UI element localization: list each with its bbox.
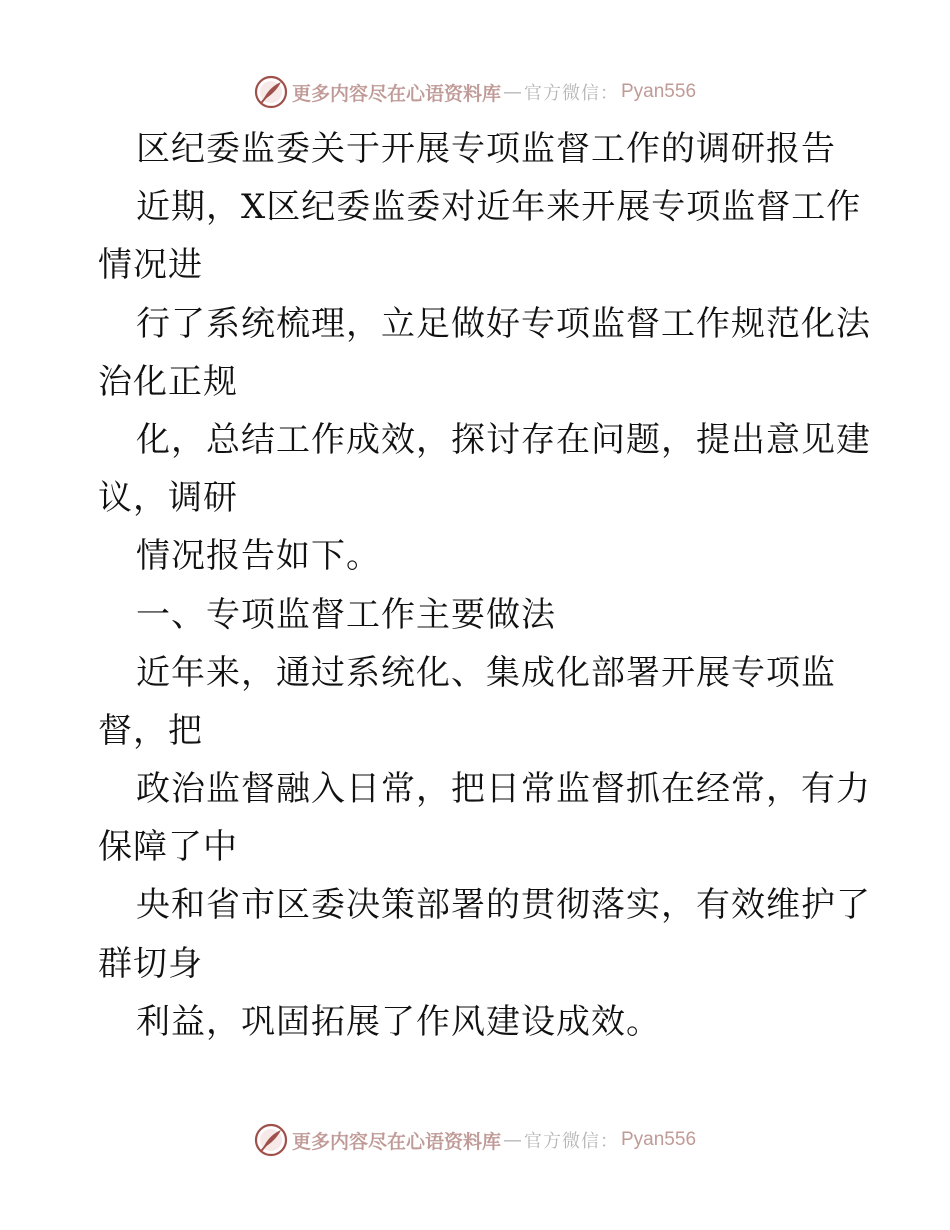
paragraph-line: 行了系统梳理，立足做好专项监督工作规范化法 [136,303,871,344]
paragraph-line: 央和省市区委决策部署的贯彻落实，有效维护了 [136,885,871,926]
paragraph-line: 近年来，通过系统化、集成化部署开展专项监 [136,652,836,693]
watermark-wechat-label: 官方微信： [524,83,619,104]
feather-pen-logo-icon [254,75,288,109]
watermark-promo-text: 更多内容尽在心语资料库 [291,82,501,105]
watermark-separator: — [503,1129,522,1151]
paragraph-line: 保障了中 [98,827,238,868]
paragraph-line: 情况报告如下。 [136,536,381,577]
feather-pen-logo-icon [254,1123,288,1157]
watermark-wechat-handle: Pyan556 [621,81,697,102]
paragraph-line: 群切身 [98,943,203,984]
top-watermark-banner [0,72,950,112]
paragraph-line: 政治监督融入日常，把日常监督抓在经常，有力 [136,769,871,810]
document-title: 区纪委监委关于开展专项监督工作的调研报告 [136,129,836,169]
paragraph-line: 近期，X区纪委监委对近年来开展专项监督工作 [136,187,862,228]
watermark-separator: — [503,81,522,103]
watermark-wechat-handle: Pyan556 [621,1129,697,1150]
paragraph-line: 情况进 [98,245,203,286]
section-heading: 一、专项监督工作主要做法 [136,594,556,635]
paragraph-line: 督，把 [98,710,203,751]
document-body [98,120,888,1051]
bottom-watermark-banner [0,1120,950,1160]
paragraph-line: 化，总结工作成效，探讨存在问题，提出意见建 [136,419,871,460]
paragraph-line: 议，调研 [98,478,238,519]
paragraph-line: 利益，巩固拓展了作风建设成效。 [136,1001,661,1042]
watermark-promo-text: 更多内容尽在心语资料库 [291,1130,501,1153]
watermark-wechat-label: 官方微信： [524,1131,619,1152]
paragraph-line: 治化正规 [98,361,238,402]
